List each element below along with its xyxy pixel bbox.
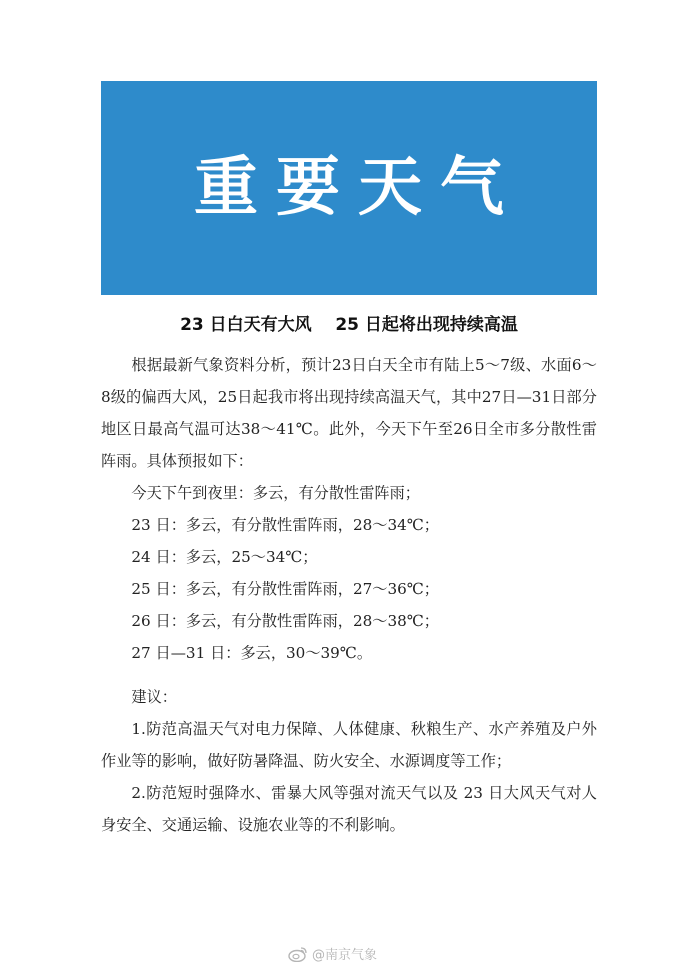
intro-paragraph: 根据最新气象资料分析，预计23日白天全市有陆上5～7级、水面6～8级的偏西大风，25日起我市将出现持续高温天气，其中27日—31日部分地区日最高气温可达38～41℃。此外，今天下午至26日全市多分散性雷阵雨。具体预报如下： [101, 356, 597, 470]
spacer [101, 669, 597, 681]
weibo-icon [288, 946, 308, 962]
forecast-line: 26 日：多云，有分散性雷阵雨，28～38℃； [131, 612, 439, 630]
forecast-line: 27 日—31 日：多云，30～39℃。 [131, 644, 373, 662]
banner [101, 81, 597, 295]
document-body [101, 349, 597, 841]
banner-title: 重要天气 [194, 151, 522, 225]
forecast-line: 今天下午到夜里：多云，有分散性雷阵雨； [131, 484, 420, 502]
watermark [288, 944, 377, 963]
forecast-line: 25 日：多云，有分散性雷阵雨，27～36℃； [131, 580, 439, 598]
advice-item: 2.防范短时强降水、雷暴大风等强对流天气以及 23 日大风天气对人身安全、交通运输、设施农业等的不利影响。 [101, 784, 597, 834]
forecast-line: 24 日：多云，25～34℃； [131, 548, 318, 566]
forecast-line: 23 日：多云，有分散性雷阵雨，28～34℃； [131, 516, 439, 534]
advice-label: 建议： [131, 688, 177, 706]
headline: 23 日白天有大风 25 日起将出现持续高温 [180, 315, 518, 335]
advice-item: 1.防范高温天气对电力保障、人体健康、秋粮生产、水产养殖及户外作业等的影响，做好防暑降温、防火安全、水源调度等工作； [101, 720, 597, 770]
watermark-text: @南京气象 [312, 948, 378, 963]
